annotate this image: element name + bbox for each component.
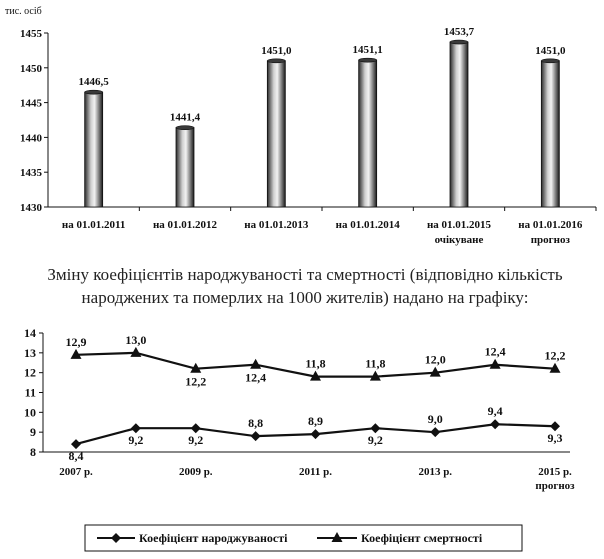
bar-top: [359, 58, 377, 62]
data-label: 9,3: [547, 431, 563, 446]
bar-value-label: 1451,0: [261, 44, 292, 57]
data-label: 9,0: [427, 412, 443, 427]
data-label: 11,8: [305, 356, 326, 371]
data-label: 11,8: [365, 356, 386, 371]
data-label: 9,2: [367, 433, 383, 448]
y-tick-label: 1435: [20, 167, 42, 180]
y-tick-label: 10: [24, 405, 36, 420]
diamond-marker: [131, 423, 141, 433]
data-label: 12,2: [544, 348, 566, 363]
data-label: 9,4: [487, 404, 503, 419]
x-tick-label: на 01.01.2015: [426, 219, 492, 231]
population-bar-chart: [0, 0, 604, 262]
bar-value-label: 1451,1: [352, 44, 383, 57]
triangle-marker: [130, 347, 141, 357]
bar: [450, 42, 468, 207]
bar-value-label: 1451,0: [535, 44, 566, 57]
bar: [176, 128, 194, 207]
bar: [267, 61, 285, 207]
triangle-marker: [490, 359, 501, 369]
y-tick-label: 1430: [20, 202, 42, 214]
legend-label: Коефіцієнт смертності: [361, 531, 483, 545]
data-label: 8,8: [248, 416, 264, 431]
triangle-marker: [250, 359, 261, 369]
y-tick-label: 11: [24, 385, 36, 400]
y-tick-label: 8: [30, 445, 36, 459]
bar-top: [85, 90, 103, 94]
x-tick-label: 2011 р.: [298, 466, 333, 478]
diamond-marker: [490, 419, 500, 429]
y-tick-label: 12: [24, 365, 36, 380]
diamond-marker: [191, 423, 201, 433]
y-unit-label: тис. осіб: [5, 6, 42, 17]
y-tick-label: 9: [30, 425, 36, 440]
bar-top: [176, 126, 194, 130]
diamond-marker: [550, 421, 560, 431]
x-tick-label: на 01.01.2013: [244, 219, 309, 231]
diamond-marker: [71, 439, 81, 449]
bar-value-label: 1453,7: [443, 26, 475, 39]
y-tick-label: 1450: [20, 62, 42, 75]
data-label: 13,0: [125, 332, 147, 347]
chart-caption: Зміну коефіцієнтів народжуваності та смертності (відповідно кількість народжених та померлих на 1000 жителів) надано на графіку:: [47, 265, 563, 307]
legend-label: Коефіцієнт народжуваності: [139, 531, 288, 545]
data-label: 12,4: [245, 370, 267, 385]
data-label: 12,0: [424, 352, 446, 367]
data-label: 8,4: [68, 449, 84, 464]
data-label: 12,9: [65, 334, 87, 349]
data-label: 12,4: [484, 344, 506, 359]
bar-value-label: 1446,5: [78, 76, 109, 89]
data-label: 12,2: [185, 374, 207, 389]
x-tick-note: прогноз: [530, 234, 570, 246]
x-tick-label: 2015 р.: [538, 466, 572, 478]
y-tick-label: 14: [24, 326, 36, 340]
bar: [359, 60, 377, 207]
bar-value-label: 1441,4: [169, 111, 201, 124]
y-tick-label: 1445: [20, 97, 42, 110]
x-tick-note: очікуване: [434, 234, 484, 246]
x-tick-label: 2013 р.: [418, 466, 453, 478]
x-tick-label: на 01.01.2014: [335, 219, 400, 231]
x-tick-note: прогноз: [535, 480, 575, 492]
bar-top: [541, 59, 559, 63]
x-tick-label: 2009 р.: [178, 466, 213, 478]
x-tick-label: на 01.01.2012: [152, 219, 218, 231]
bar-top: [450, 40, 468, 44]
diamond-marker: [311, 429, 321, 439]
data-label: 9,2: [188, 433, 204, 448]
x-tick-label: на 01.01.2011: [61, 219, 126, 231]
diamond-marker: [251, 431, 261, 441]
diamond-marker: [370, 423, 380, 433]
bar: [541, 61, 559, 207]
y-tick-label: 1455: [20, 28, 42, 40]
diamond-marker: [430, 427, 440, 437]
bar: [85, 92, 103, 207]
x-tick-label: 2007 р.: [59, 466, 93, 478]
data-label: 9,2: [128, 433, 144, 448]
y-tick-label: 13: [24, 345, 36, 360]
y-tick-label: 1440: [20, 132, 42, 145]
x-tick-label: на 01.01.2016: [518, 219, 583, 231]
bar-top: [267, 59, 285, 63]
data-label: 8,9: [308, 414, 323, 429]
rates-line-chart: [0, 318, 604, 559]
